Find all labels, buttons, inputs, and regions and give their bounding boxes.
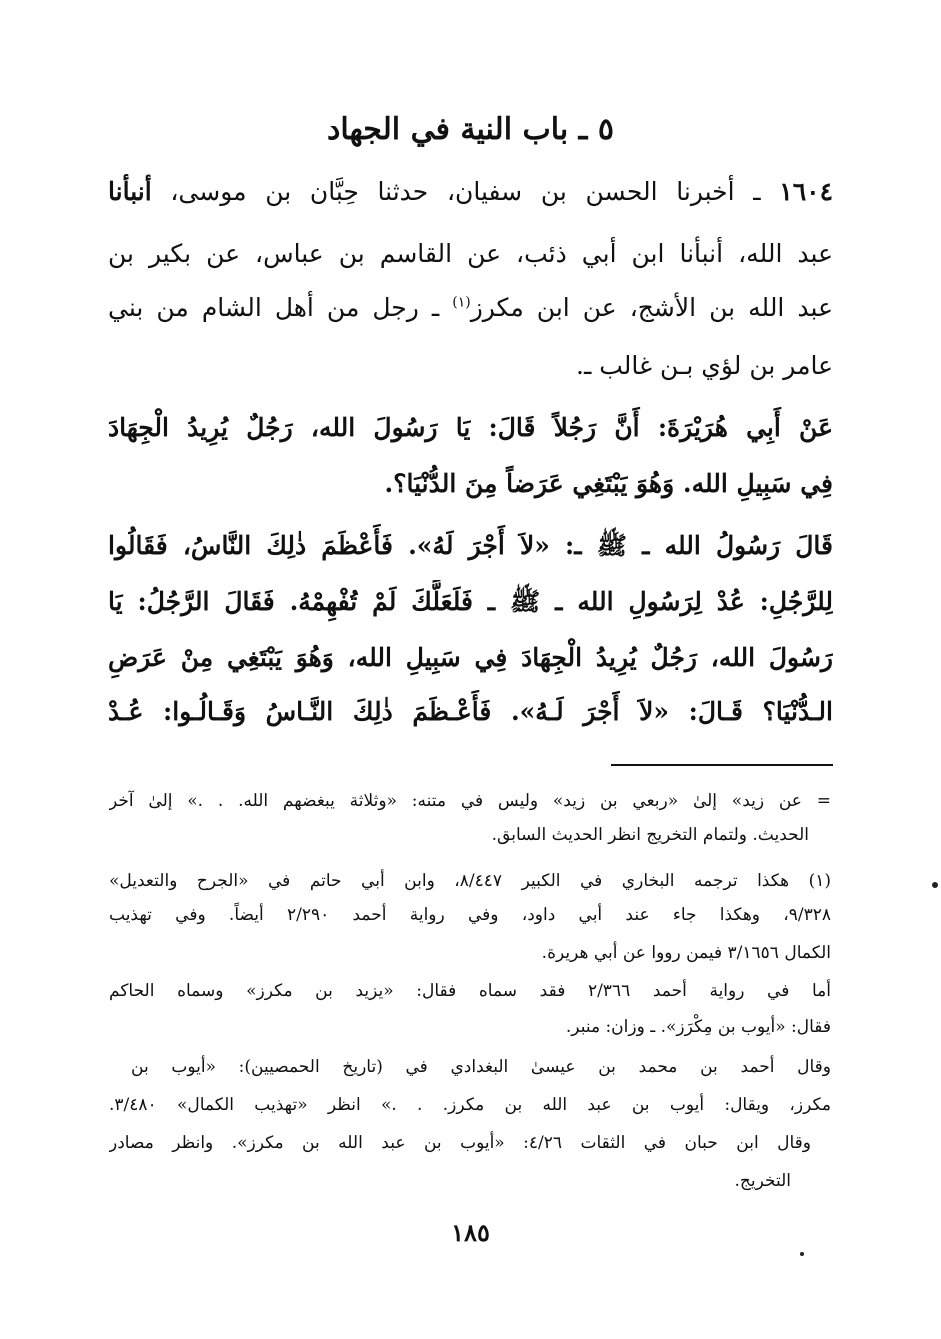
- isnad-line-4: عامر بن لؤي بـن غالب ـ.: [576, 351, 833, 380]
- matn-line-5: رَسُولَ الله، رَجُلٌ يُرِيدُ الْجِهَادَ فِي سَبِيلِ الله، وَهُوَ يَبْتَغِي مِنْ عَرَضِ: [108, 643, 833, 672]
- footnote-continuation-line-1: = عن زيد» إلىٰ «ربعي بن زيد» وليس في متنه: «وثلاثة يبغضهم الله. . .» إلىٰ آخر: [109, 791, 831, 811]
- matn-line-3: قَالَ رَسُولُ الله ـ ﷺ ـ: «لاَ أَجْرَ لَهُ». فَأَعْظَمَ ذٰلِكَ النَّاسُ، فَقَالُوا: [108, 531, 833, 560]
- matn-line-6: الـدُّنْيَا؟ قَـالَ: «لاَ أَجْرَ لَـهُ». فَأَعْـظَمَ ذٰلِكَ النَّـاسُ وَقَـالُـوا: عُـدْ: [108, 697, 833, 726]
- footnote-1-line-3: الكمال ٣/١٦٥٦ فيمن رووا عن أبي هريرة.: [541, 943, 831, 963]
- footnote-1-line-2: ٩/٣٢٨، وهكذا جاء عند أبي داود، وفي رواية أحمد ٢/٢٩٠ أيضاً. وفي تهذيب: [109, 905, 831, 925]
- isnad-text-bold: أنبأنا: [108, 177, 152, 206]
- footnote-ref: (١): [452, 294, 471, 311]
- matn-line-1: عَنْ أَبِي هُرَيْرَةَ: أَنَّ رَجُلاً قَالَ: يَا رَسُولَ الله، رَجُلٌ يُرِيدُ الْجِهَادَ: [108, 413, 833, 442]
- footnote-3-line-2: مكرز، ويقال: أيوب بن عبد الله بن مكرز. . .» انظر «تهذيب الكمال» ٣/٤٨٠.: [109, 1095, 831, 1115]
- page-number: ١٨٥: [451, 1218, 490, 1247]
- footnote-2-line-1: أما في رواية أحمد ٢/٣٦٦ فقد سماه فقال: «يزيد بن مكرز» وسماه الحاكم: [109, 981, 831, 1001]
- isnad-text: ـ أخبرنا الحسن بن سفيان، حدثنا حِبَّان بن موسى،: [170, 177, 780, 206]
- isnad-line-1: [108, 170, 833, 214]
- matn-line-4: لِلرَّجُلِ: عُدْ لِرَسُولِ الله ـ ﷺ ـ فَلَعَلَّكَ لَمْ تُفْهِمْهُ. فَقَالَ الرَّجُلُ: يَا: [108, 587, 833, 616]
- isnad-line-3: [108, 286, 833, 330]
- footnote-1-line-1: (١) هكذا ترجمه البخاري في الكبير ٨/٤٤٧، وابن أبي حاتم في «الجرح والتعديل»: [109, 871, 831, 891]
- footnote-separator: [611, 764, 833, 766]
- hadith-number: ١٦٠٤: [779, 177, 833, 206]
- matn-line-2: فِي سَبِيلِ الله. وَهُوَ يَبْتَغِي عَرَضاً مِنَ الدُّنْيَا؟.: [384, 469, 833, 498]
- footnote-4-line-1: وقال ابن حبان في الثقات ٤/٢٦: «أيوب بن عبد الله بن مكرز». وانظر مصادر: [109, 1133, 811, 1153]
- scan-speck: [932, 882, 938, 888]
- footnote-continuation-line-2: الحديث. ولتمام التخريج انظر الحديث السابق.: [491, 825, 809, 845]
- chapter-heading: ٥ ـ باب النية في الجهاد: [326, 112, 615, 147]
- isnad-text: ـ رجل من أهل الشام من بني: [108, 293, 453, 322]
- footnote-4-line-2: التخريج.: [734, 1171, 791, 1191]
- isnad-line-2: عبد الله، أنبأنا ابن أبي ذئب، عن القاسم بن عباس، عن بكير بن: [108, 239, 833, 268]
- footnote-3-line-1: وقال أحمد بن محمد بن عيسىٰ البغدادي في (تاريخ الحمصيين): «أيوب بن: [131, 1057, 831, 1077]
- scan-speck: [800, 1252, 804, 1256]
- isnad-text: عبد الله بن الأشج، عن ابن مكرز: [470, 293, 833, 322]
- footnote-2-line-2: فقال: «أيوب بن مِكْرَز». ـ وزان: منبر.: [565, 1017, 831, 1037]
